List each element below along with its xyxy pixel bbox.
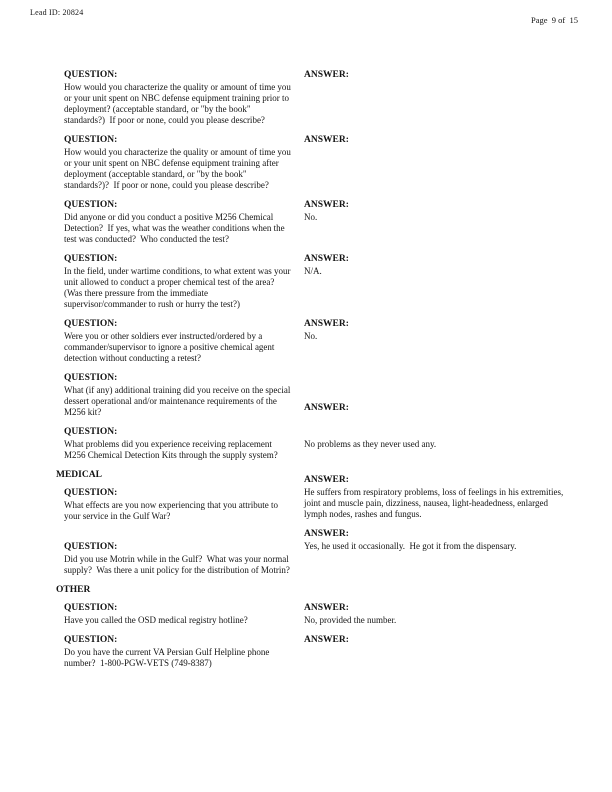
lead-id-label: Lead ID: 20824 — [30, 8, 84, 17]
answer-label: ANSWER: — [304, 403, 349, 413]
question-text: How would you characterize the quality or amount of time you or your unit spent on NBC defense equipment training after deployment (acceptable standard, or "by the book" standards?)? If poor or none, could you please describe? — [64, 147, 294, 190]
question-text: What (if any) additional training did you receive on the special dessert operational and/or maintenance requirements of the M256 kit? — [64, 385, 293, 417]
question-text: What effects are you now experiencing that you attribute to your service in the Gulf War? — [64, 500, 281, 521]
answer-label: ANSWER: — [304, 70, 349, 80]
answer-label: ANSWER: — [304, 635, 349, 645]
question-block — [64, 200, 304, 245]
question-label: QUESTION: — [64, 135, 118, 145]
question-block — [64, 603, 304, 626]
question-label: QUESTION: — [64, 254, 118, 264]
qa-row — [64, 529, 566, 576]
answer-block — [304, 373, 566, 418]
question-label: QUESTION: — [64, 603, 118, 613]
qa-row — [64, 70, 566, 126]
answer-block — [304, 200, 566, 245]
answer-label: ANSWER: — [304, 135, 349, 145]
question-block — [64, 319, 304, 364]
question-label: QUESTION: — [64, 635, 118, 645]
qa-row — [64, 254, 566, 310]
answer-text: N/A. — [304, 266, 322, 276]
question-block — [64, 135, 304, 191]
question-label: QUESTION: — [64, 319, 118, 329]
question-block — [64, 635, 304, 669]
question-label: QUESTION: — [64, 542, 118, 552]
question-text: Did anyone or did you conduct a positive M256 Chemical Detection? If yes, what was the weather conditions when the test was conducted? Who conducted the test? — [64, 212, 287, 244]
answer-label: ANSWER: — [304, 529, 349, 539]
qa-row — [64, 427, 566, 461]
answer-text: No, provided the number. — [304, 615, 397, 625]
question-label: QUESTION: — [64, 200, 118, 210]
answer-block — [304, 529, 566, 563]
answer-text: He suffers from respiratory problems, loss of feelings in his extremities, joint and muscle pain, dizziness, nausea, light-headedness, enlarged lymph nodes, rashes and fungus. — [304, 487, 566, 519]
answer-block — [304, 254, 566, 310]
answer-label: ANSWER: — [304, 475, 349, 485]
question-text: In the field, under wartime conditions, to what extent was your unit allowed to conduct a proper chemical test of the area? (Was there pressure from the immediate supervisor/commander to rush or hurry the test?) — [64, 266, 293, 309]
question-block — [64, 254, 304, 310]
question-block — [64, 427, 304, 461]
question-label: QUESTION: — [64, 373, 118, 383]
answer-block — [304, 70, 566, 126]
section-heading-medical: MEDICAL — [56, 470, 102, 480]
qa-row — [64, 373, 566, 418]
question-block — [64, 373, 304, 418]
qa-row — [64, 635, 566, 669]
qa-row — [64, 319, 566, 364]
qa-row — [64, 603, 566, 626]
question-label: QUESTION: — [64, 427, 118, 437]
answer-block — [304, 427, 566, 461]
question-label: QUESTION: — [64, 70, 118, 80]
answer-label: ANSWER: — [304, 200, 349, 210]
question-text: Were you or other soldiers ever instructed/ordered by a commander/supervisor to ignore a positive chemical agent detection without conducting a retest? — [64, 331, 277, 363]
qa-row — [64, 135, 566, 191]
answer-text: No. — [304, 331, 318, 341]
qa-row — [64, 475, 566, 533]
answer-label: ANSWER: — [304, 254, 349, 264]
question-text: What problems did you experience receiving replacement M256 Chemical Detection Kits through the supply system? — [64, 439, 278, 460]
qa-content — [56, 70, 566, 678]
section-heading-other: OTHER — [56, 585, 91, 595]
question-text: How would you characterize the quality or amount of time you or your unit spent on NBC defense equipment training prior to deployment? (acceptable standard, or "by the book" standards?) If poor or none, could you please describe? — [64, 82, 294, 125]
answer-label: ANSWER: — [304, 603, 349, 613]
question-text: Did you use Motrin while in the Gulf? What was your normal supply? Was there a unit policy for the distribution of Motrin? — [64, 554, 292, 575]
answer-block — [304, 475, 566, 520]
question-block — [64, 488, 304, 533]
answer-label: ANSWER: — [304, 319, 349, 329]
page-number: Page 9 of 15 — [531, 15, 578, 25]
question-text: Have you called the OSD medical registry hotline? — [64, 615, 248, 625]
answer-block — [304, 635, 566, 669]
answer-block — [304, 319, 566, 364]
answer-block — [304, 135, 566, 191]
question-label: QUESTION: — [64, 488, 118, 498]
answer-text: No. — [304, 212, 318, 222]
question-block — [64, 542, 304, 576]
answer-block — [304, 603, 566, 626]
qa-row — [64, 200, 566, 245]
answer-text: No problems as they never used any. — [304, 439, 437, 449]
answer-text: Yes, he used it occasionally. He got it from the dispensary. — [304, 541, 517, 551]
question-block — [64, 70, 304, 126]
question-text: Do you have the current VA Persian Gulf Helpline phone number? 1-800-PGW-VETS (749-8387) — [64, 647, 272, 668]
